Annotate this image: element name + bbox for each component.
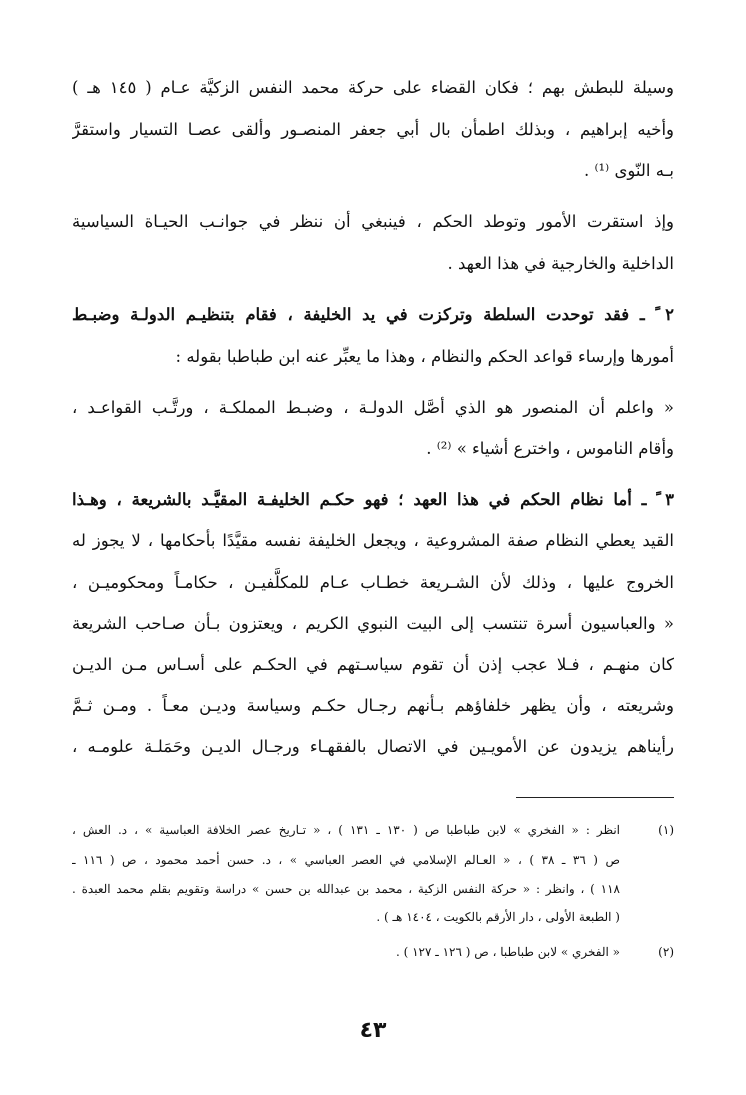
- body-line: « والعباسيون أسرة تنتسب إلى البيت النبوي الكريم ، ويعتزون بـأن صـاحب الشريعة: [72, 614, 674, 633]
- footnote-1-line: [72, 905, 674, 929]
- body-line: رأيناهم يزيدون عن الأمويـين في الاتصال بالفقهـاء ورجـال الديـن وحَمَلـة علومـه ،: [72, 737, 674, 756]
- quote-line: « واعلم أن المنصور هو الذي أصَّل الدولـة ، وضبـط المملكـة ، ورتَّـب القواعـد ،: [72, 398, 674, 417]
- footnote-1-text: ١١٨ ) ، وانظر : « حركة النفس الزكية ، محمد بن عبدالله بن حسن » دراسة وتقويم بقلم محمد العبدة .: [72, 882, 620, 896]
- footnote-2-line: [72, 940, 674, 964]
- body-line: الخروج عليها ، وذلك لأن الشـريعة خطـاب عـام للمكلَّفيـن ، حكامـاً ومحكوميـن ،: [72, 573, 674, 592]
- footnote-1-text: ( الطبعة الأولى ، دار الأرقم بالكويت ، ١٤٠٤ هـ ) .: [376, 910, 620, 924]
- footnote-separator: [516, 797, 674, 798]
- body-line-heading-2: ٢ ً ـ فقد توحدت السلطة وتركزت في يد الخليفة ، فقام بتنظيـم الدولـة وضبـط: [72, 305, 674, 324]
- footnote-1-line: [72, 877, 674, 901]
- body-line: القيد يعطي النظام صفة المشروعية ، ويجعل الخليفة نفسه مقيَّدًا بأحكامها ، لا يجوز له: [72, 531, 674, 550]
- body-line-heading-3: ٣ ً ـ أما نظام الحكم في هذا العهد ؛ فهو حكـم الخليفـة المقيَّـد بالشريعة ، وهـذا: [72, 490, 674, 509]
- footnote-2-number: (٢): [658, 945, 674, 959]
- body-line: وإذ استقرت الأمور وتوطد الحكم ، فينبغي أن ننظر في جوانـب الحيـاة السياسية: [72, 212, 674, 231]
- body-line: كان منهـم ، فـلا عجب إذن أن تقوم سياسـتهم في الحكـم على أسـاس مـن الديـن: [72, 655, 674, 674]
- body-line: وسيلة للبطش بهم ؛ فكان القضاء على حركة محمد النفس الزكيَّة عـام ( ١٤٥ هـ ): [72, 78, 674, 97]
- footnote-1-line: [72, 848, 674, 872]
- body-line: أمورها وإرساء قواعد الحكم والنظام ، وهذا ما يعبِّر عنه ابن طباطبا بقوله :: [175, 347, 674, 366]
- footnote-2-text: « الفخري » لابن طباطبا ، ص ( ١٢٦ ـ ١٢٧ ) .: [395, 945, 620, 959]
- body-line: الداخلية والخارجية في هذا العهد .: [447, 254, 674, 273]
- footnote-1-number: (١): [658, 823, 674, 837]
- quote-line: وأقام الناموس ، واخترع أشياء » ⁽²⁾ .: [426, 439, 674, 458]
- body-line: وشريعته ، وأن يظهر خلفاؤهم بـأنهم رجـال حكـم وسياسة وديـن معـاً . ومـن ثـمَّ: [72, 696, 674, 715]
- footnote-1-text: ص ( ٣٦ ـ ٣٨ ) ، « العـالم الإسلامي في العصر العباسي » ، د. حسن أحمد محمود ، ص ( ١١٦ ـ: [72, 853, 620, 867]
- body-line: وأخيه إبراهيم ، وبذلك اطمأن بال أبي جعفر المنصـور وألقى عصـا التسيار واستقرَّ: [72, 120, 674, 139]
- footnote-1-text: انظر : « الفخري » لابن طباطبا ص ( ١٣٠ ـ ١٣١ ) ، « تـاريخ عصر الخلافة العباسية » ، د. العش ،: [72, 823, 620, 837]
- footnote-1-line: [72, 818, 674, 842]
- page-number: ٤٣: [359, 1018, 387, 1043]
- body-line: بـه النّوى ⁽¹⁾ .: [583, 161, 674, 180]
